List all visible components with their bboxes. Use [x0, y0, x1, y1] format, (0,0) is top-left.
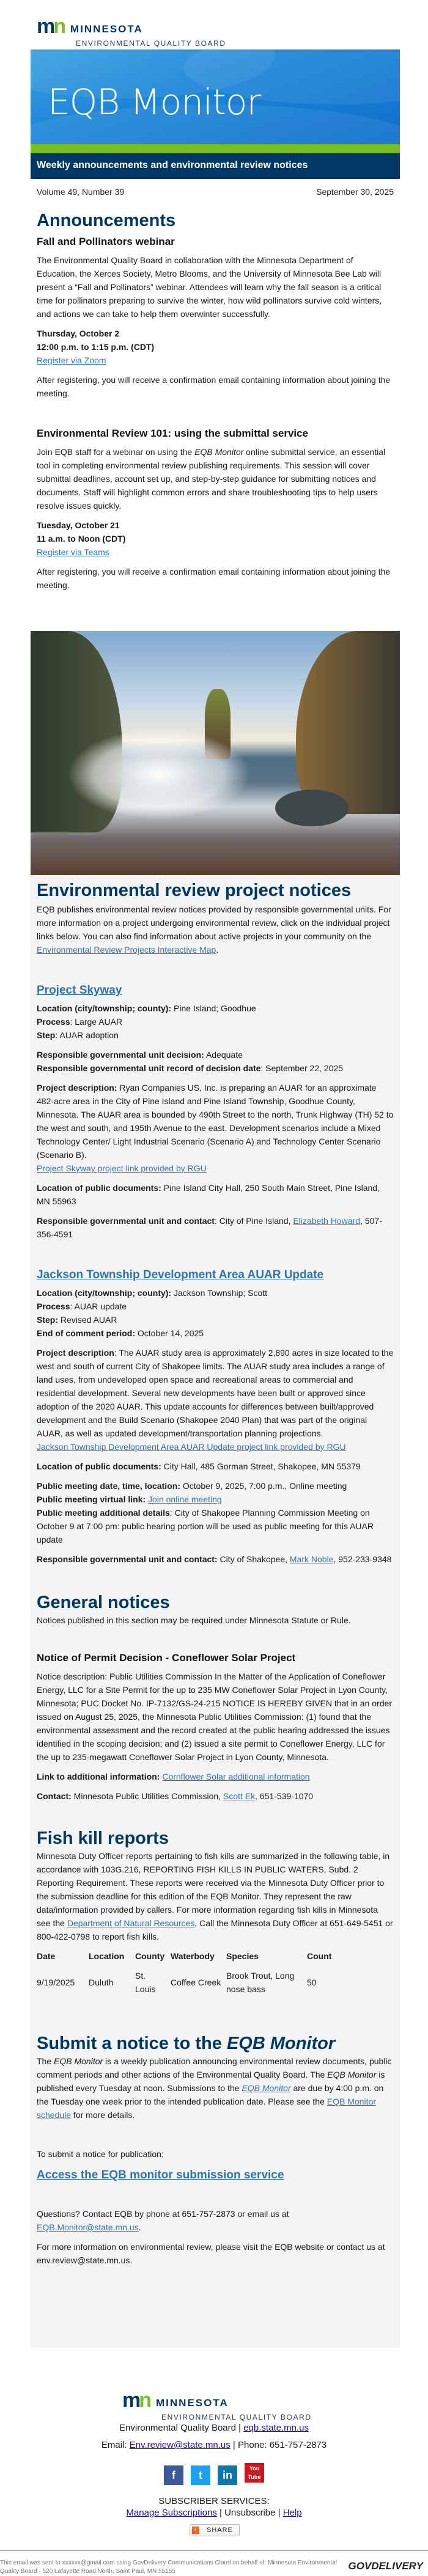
value: October 14, 2025: [135, 1328, 204, 1338]
logo-agency: ENVIRONMENTAL QUALITY BOARD: [161, 2413, 312, 2421]
value: : September 22, 2025: [260, 1063, 344, 1073]
value: : AUAR adoption: [55, 1030, 119, 1040]
table-header: [37, 1949, 335, 1969]
value: Pine Island; Goodhue: [171, 1003, 256, 1013]
text: EQB publishes environmental review notices provided by responsible governmental units. For more information on a project undergoing environmental review, click on the individual project links below. You can also find information about active projects in your community on the: [37, 904, 391, 941]
rgu-project-link[interactable]: Jackson Township Development Area AUAR Update project link provided by RGU: [37, 1442, 346, 1452]
text: Minnesota Duty Officer reports pertaining to fish kills are summarized in the following table, in accordance with 103G.216, REPORTING FISH KILLS IN PUBLIC WATERS, Subd. 2 Reporting Requirement. These reports were received via the Minnesota Duty Officer prior to the submission deadline for this edition of the EQB Monitor. They represent the raw data/information provided by callers. For more information regarding fish kills in Minnesota see the: [37, 1851, 390, 1928]
logo-agency: ENVIRONMENTAL QUALITY BOARD: [76, 39, 226, 48]
separator: |: [278, 2508, 281, 2518]
join-meeting-link[interactable]: Join online meeting: [148, 1494, 222, 1504]
fish-intro: [37, 1849, 394, 1943]
value: : AUAR update: [70, 1301, 127, 1311]
column-header: Species: [226, 1951, 259, 1961]
contact-link[interactable]: Elizabeth Howard: [293, 1216, 361, 1226]
banner-title: EQB Monitor: [48, 81, 261, 123]
submit-body: [37, 2054, 394, 2122]
label: Responsible governmental unit and contact: [37, 1216, 215, 1226]
announcement-body: [37, 445, 394, 512]
cell: Duluth: [89, 1977, 114, 1987]
project-notice: [37, 1267, 394, 1566]
after-registering: After registering, you will receive a confirmation email containing information about joining the meeting.: [37, 567, 391, 590]
mn-logo-mark: mn: [37, 15, 65, 38]
value: Revised AUAR: [58, 1315, 117, 1325]
label: Step: [37, 1030, 56, 1040]
footer-contact: [0, 2440, 428, 2450]
schedule-link[interactable]: EQB Monitor schedule: [37, 2097, 376, 2120]
value: Ryan Companies US, Inc. is preparing an AUAR for an approximate 482-acre area in the City of Pine Island and Pine Island Township, Goodhue County, Minnesota. The AUAR area is bounded by 490th Street to the north, Trunk Highway (TH) 52 to the west and south, and 195th Avenue to the east. Development scenarios include a Mixed Technology Center/ Light Industrial Scenario (Scenario A) and Technology Center Scenario (Scenario B).: [37, 1083, 394, 1160]
to-submit: To submit a notice for publication:: [37, 2149, 164, 2159]
text: . Call the Minnesota Duty Officer at 651-649-5451 or 800-422-0798 to report fish kills.: [37, 1918, 393, 1941]
label: Step:: [37, 1315, 58, 1325]
separator: |: [220, 2508, 222, 2518]
value: October 9, 2025, 7:00 p.m., Online meeting: [180, 1481, 347, 1491]
text: .: [138, 2222, 141, 2232]
youtube-icon[interactable]: You Tube: [245, 2463, 264, 2483]
cell: 50: [307, 1977, 317, 1987]
cell: Coffee Creek: [171, 1977, 221, 1987]
project-title-link[interactable]: Jackson Township Development Area AUAR Update: [37, 1268, 324, 1281]
announcement-title: Fall and Pollinators webinar: [37, 236, 175, 247]
register-zoom-link[interactable]: Register via Zoom: [37, 355, 106, 365]
footer-logo: [122, 2391, 312, 2428]
text: .: [216, 945, 219, 955]
mn-logo-mark: mn: [122, 2389, 150, 2412]
additional-info-link[interactable]: Cornflower Solar additional information: [162, 1772, 310, 1781]
tagline: Weekly announcements and environmental review notices: [31, 153, 400, 179]
event-time: 12:00 p.m. to 1:15 p.m. (CDT): [37, 342, 155, 352]
subscriber-links: [0, 2508, 428, 2518]
general-intro: Notices published in this section may be required under Minnesota Statute or Rule.: [37, 1615, 351, 1625]
cell: 9/19/2025: [37, 1977, 75, 1987]
submission-service-link[interactable]: Access the EQB monitor submission service: [37, 2169, 284, 2181]
value: , 651-539-1070: [255, 1791, 314, 1801]
green-stripe: [31, 144, 400, 153]
text: is published every Tuesday at noon. Submissions to the: [37, 2070, 385, 2093]
text: EQB Monitor: [327, 2070, 377, 2079]
label: Contact:: [37, 1791, 72, 1801]
eqb-site-link[interactable]: eqb.state.mn.us: [243, 2423, 309, 2433]
label: Location (city/township; county):: [37, 1003, 172, 1013]
label: Process: [37, 1017, 70, 1027]
section-title: Environmental review project notices: [37, 881, 352, 900]
unsubscribe-link[interactable]: Unsubscribe: [224, 2508, 276, 2518]
label: Public meeting virtual link:: [37, 1494, 146, 1504]
review-intro: [37, 903, 394, 956]
footer-org: [0, 2423, 428, 2433]
section-title: General notices: [37, 1593, 170, 1612]
section-title: Fish kill reports: [37, 1828, 169, 1848]
logo-state: MINNESOTA: [156, 2397, 229, 2409]
logo-state: MINNESOTA: [70, 23, 143, 35]
announcement-body: The Environmental Quality Board in collaboration with the Minnesota Department of Education, the Xerces Society, Metro Blooms, and the University of Minnesota Bee Lab will present a “Fall and Pollinators” webinar. Attendees will learn why the fall season is a critical time for pollinators preparing to survive the winter, how wild pollinators survive cold winters, and actions we can take to help them overwinter successfully.: [37, 255, 382, 319]
label: Responsible governmental unit and contact:: [37, 1554, 218, 1564]
text: Questions? Contact EQB by phone at 651-757-2873 or email us at: [37, 2209, 289, 2219]
volume: Volume 49, Number 39: [37, 187, 125, 197]
monitor-email-link[interactable]: EQB.Monitor@state.mn.us: [37, 2222, 139, 2232]
value: Pine Island City Hall, 250 South Main Street, Pine Island, MN 55963: [37, 1183, 380, 1206]
table-row: [37, 1969, 335, 1996]
help-link[interactable]: Help: [282, 2508, 302, 2518]
contact-link[interactable]: Scott Ek: [223, 1791, 256, 1801]
value: : City of Shakopee Planning Commission Meeting on October 9 at 7:00 pm: public hearing portion will be used as public meeting for this AUAR update: [37, 1508, 374, 1545]
announcement-title: Environmental Review 101: using the submittal service: [37, 428, 309, 439]
header-logo: [37, 17, 226, 54]
event-day: Thursday, October 2: [37, 329, 120, 338]
text: EQB Monitor: [194, 447, 244, 457]
value: , 952-233-9348: [333, 1554, 392, 1564]
notice-body: Notice description: Public Utilities Commission In the Matter of the Application of Coneflower Energy, LLC for a Site Permit for the up to 235 MW Coneflower Solar Project in Lyon County, Minnesota; PUC Docket No. IP-7132/GS-24-215 NOTICE IS HEREBY GIVEN that in an order issued on August 25, 2025, the Minnesota Public Utilities Commission: (1) found that the environmental assessment and the record created at the public hearing addressed the issues identified in the scoping decision; and (2) issued a site permit to Coneflower Energy, LLC for the up to 235-megawatt Coneflower Solar Project in Lyon County, Minnesota.: [37, 1672, 392, 1762]
value: Adequate: [204, 1050, 243, 1060]
rgu-project-link[interactable]: Project Skyway project link provided by RGU: [37, 1163, 207, 1173]
text: EQB Monitor: [226, 2034, 336, 2053]
label: Responsible governmental unit decision:: [37, 1050, 204, 1060]
text: for more details.: [71, 2110, 135, 2120]
column-header: Waterbody: [171, 1951, 215, 1961]
label: Project description: [37, 1348, 114, 1358]
share-label: SHARE: [207, 2527, 233, 2534]
after-registering: After registering, you will receive a confirmation email containing information about joining the meeting.: [37, 375, 391, 398]
interactive-map-link[interactable]: Environmental Review Projects Interactive Map: [37, 945, 216, 955]
text: Submit a notice to the: [37, 2034, 227, 2053]
banner: [31, 49, 400, 144]
social-links: [0, 2463, 428, 2485]
event-day: Tuesday, October 21: [37, 520, 120, 530]
label: Link to additional information:: [37, 1772, 160, 1781]
manage-subscriptions-link[interactable]: Manage Subscriptions: [126, 2508, 217, 2518]
value: : Large AUAR: [70, 1017, 123, 1027]
notice-title: Notice of Permit Decision - Coneflower Solar Project: [37, 1652, 296, 1664]
label: Process: [37, 1301, 70, 1311]
eqb-monitor-link[interactable]: EQB Monitor: [242, 2083, 291, 2093]
label: Responsible governmental unit record of decision date: [37, 1063, 261, 1073]
label: Location of public documents:: [37, 1183, 161, 1193]
footer-divider: [0, 2550, 428, 2551]
label: Location (city/township; county):: [37, 1288, 172, 1298]
value: : The AUAR study area is approximately 2,890 acres in size located to the west and south of current City of Shakopee limits. The AUAR study area includes a range of land uses, from undeveloped open space and recreational areas to commercial and residential development. Several new developments have been built or approved since adoption of the 2020 AUAR. This update accounts for differences between built/approved development and the Build Scenario (Shakopee 2040 Plan) that was part of the original AUAR, as well as updated development/transportation planning projections.: [37, 1348, 394, 1438]
section-title: Announcements: [37, 211, 176, 230]
issue-date: September 30, 2025: [316, 187, 394, 197]
project-title-link[interactable]: Project Skyway: [37, 984, 122, 997]
shoreline-photo: [31, 631, 400, 875]
label: Public meeting additional details: [37, 1508, 170, 1518]
cell: St. Louis: [135, 1971, 156, 1994]
text: Email:: [101, 2440, 130, 2450]
plus-icon: +: [192, 2527, 199, 2534]
linkedin-icon[interactable]: in: [218, 2465, 237, 2485]
column-header: County: [135, 1951, 165, 1961]
value: : City of Pine Island,: [214, 1216, 293, 1226]
text: EQB Monitor: [54, 2056, 103, 2066]
text: are due by 4:00 p.m. on the Tuesday one week prior to the intended publication date. Please see the: [37, 2083, 384, 2106]
label: Project description:: [37, 1083, 117, 1093]
value: Minnesota Public Utilities Commission,: [71, 1791, 223, 1801]
text: Environmental Quality Board |: [119, 2423, 244, 2433]
event-time: 11 a.m. to Noon (CDT): [37, 534, 126, 544]
subscriber-label: SUBSCRIBER SERVICES:: [158, 2496, 270, 2506]
facebook-icon[interactable]: f: [164, 2465, 183, 2485]
dnr-link[interactable]: Department of Natural Resources: [67, 1918, 195, 1928]
text: Join EQB staff for a webinar on using the: [37, 447, 195, 457]
text: online submittal service, an essential tool in completing environmental review publishing requirements. This session will cover submittal deadlines, account set up, and step-by-step guidance for submitting notices and documents. Staff will highlight common errors and share troubleshooting tips to help users resolve issues quickly.: [37, 447, 386, 511]
text: The: [37, 2056, 54, 2066]
register-teams-link[interactable]: Register via Teams: [37, 547, 109, 557]
govdelivery-logo: GOVDELIVERY: [348, 2560, 423, 2572]
value: Jackson Township; Scott: [171, 1288, 268, 1298]
contact-link[interactable]: Mark Noble: [289, 1554, 334, 1564]
value: , 507-356-4591: [37, 1216, 382, 1239]
footer-email-link[interactable]: Env.review@state.mn.us: [129, 2440, 231, 2450]
column-header: Count: [307, 1951, 332, 1961]
more-info: For more information on environmental review, please visit the EQB website or contact us at env.review@state.mn.us.: [37, 2242, 385, 2265]
questions: [37, 2207, 394, 2234]
column-header: Date: [37, 1951, 56, 1961]
section-title: [37, 2032, 394, 2054]
label: Location of public documents:: [37, 1461, 161, 1471]
issue-info: [31, 187, 400, 197]
footer-fine-print: This email was sent to xxxxxx@gmail.com using GovDelivery Communications Cloud on behalf of: Minnesota Environmental Quality Board · 520 Lafayette Road North, Saint Paul, MN 55155: [0, 2560, 337, 2575]
label: End of comment period:: [37, 1328, 135, 1338]
share-button[interactable]: [190, 2524, 240, 2536]
value: City of Shakopee,: [217, 1554, 290, 1564]
announcements-section: [31, 209, 400, 598]
fish-kill-table: [37, 1949, 335, 1996]
review-section: [31, 879, 400, 2273]
value: City Hall, 485 Gorman Street, Shakopee, MN 55379: [161, 1461, 361, 1471]
text: | Phone: 651-757-2873: [230, 2440, 327, 2450]
twitter-icon[interactable]: t: [191, 2465, 210, 2485]
project-notice: [37, 982, 394, 1241]
cell: Brook Trout, Long nose bass: [226, 1971, 295, 1994]
column-header: Location: [89, 1951, 125, 1961]
text: is a weekly publication announcing environmental review documents, public comment periods and other actions of the Environmental Quality Board. The: [37, 2056, 392, 2079]
label: Public meeting date, time, location:: [37, 1481, 180, 1491]
